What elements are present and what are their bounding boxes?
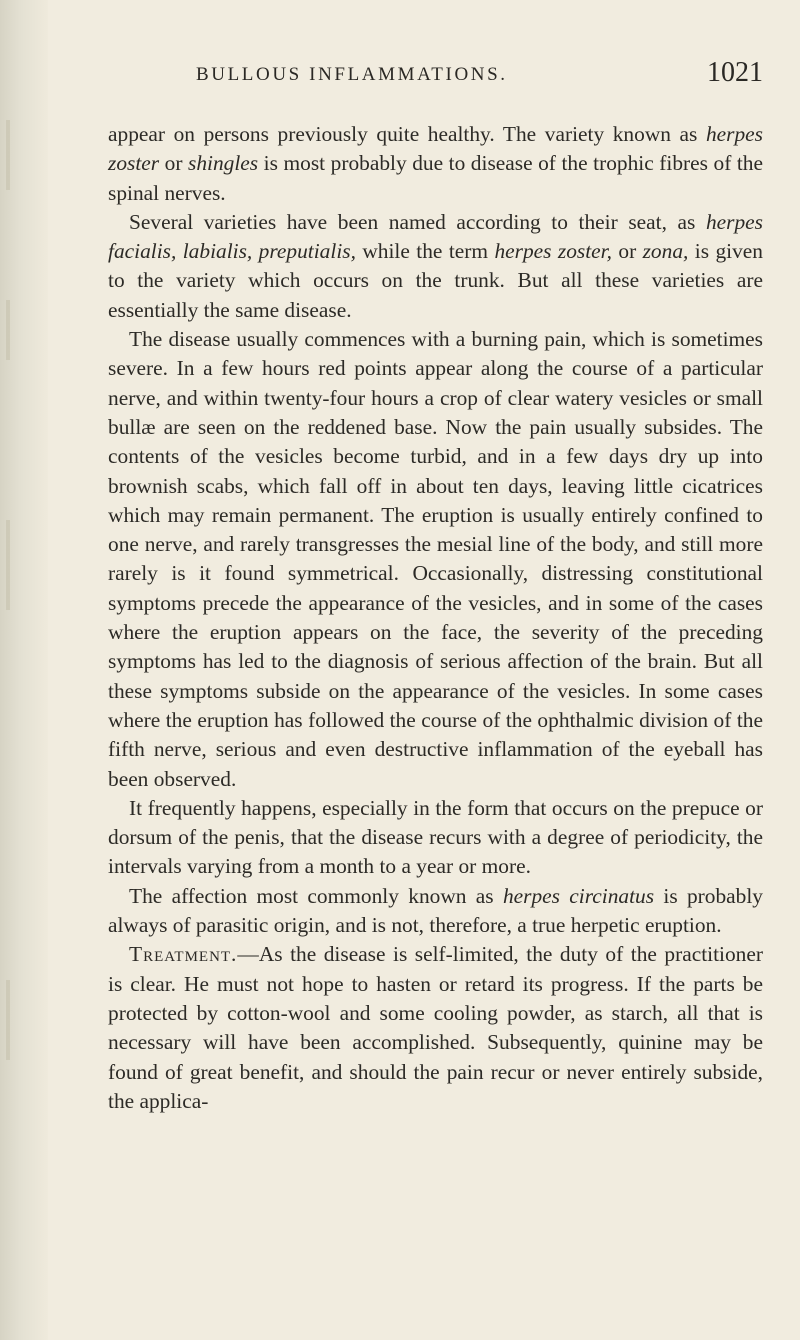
text-span: appear on persons previously quite healthy. The variety known as [108, 122, 706, 146]
paragraph: The disease usually commences with a burning pain, which is sometimes severe. In a few hours red points appear along the course of a particular nerve, and within twenty-four hours a crop of clear watery vesicles or small bullæ are seen on the reddened base. Now the pain usually subsides. The contents of the vesicles become turbid, and in a few days dry up into brownish scabs, which fall off in about ten days, leaving little cicatrices which may remain permanent. The eruption is usually entirely confined to one nerve, and rarely transgresses the mesial line of the body, and still more rarely is it found symmetrical. Occasionally, distressing constitutional symptoms precede the appearance of the vesicles, and in some of the cases where the eruption appears on the face, the severity of the preceding symptoms has led to the diagnosis of serious affection of the brain. But all these symptoms subside on the appearance of the vesicles. In some cases where the eruption has followed the course of the ophthalmic division of the fifth nerve, serious and even destructive inflammation of the eyeball has been observed. [108, 327, 763, 791]
italic-term: shingles [188, 151, 259, 176]
running-head: BULLOUS INFLAMMATIONS. [196, 64, 508, 85]
italic-term: herpes circinatus [502, 883, 655, 908]
paragraph: It frequently happens, especially in the form that occurs on the prepuce or dorsum of the penis, that the disease recurs with a degree of periodicity, the intervals varying from a month to a year or more. [108, 795, 763, 879]
page-header [108, 0, 763, 112]
italic-term: herpes zoster, [494, 239, 612, 264]
paragraph [108, 208, 763, 325]
italic-term: herpes zoster [108, 122, 763, 176]
gutter-shadow-mark [6, 120, 10, 190]
text-span: —As the disease is self-limited, the duty of the practitioner is clear. He must not hope to hasten or retard its progress. If the parts be protected by cotton-wool and some cooling powder, as starch, all that is necessary will have been accomplished. Subsequently, quinine may be found of great benefit, and should the pain recur or never entirely subside, the applica- [108, 942, 763, 1113]
text-span: is most probably due to disease of the trophic fibres of the spinal nerves. [108, 151, 763, 205]
gutter-shadow-mark [6, 520, 10, 610]
body-text [108, 120, 763, 1116]
text-span: or [611, 239, 643, 264]
text-span: Several varieties have been named according to their seat, as [129, 209, 706, 234]
paragraph [108, 120, 763, 208]
page-number: 1021 [707, 57, 763, 88]
paragraph [108, 940, 763, 1116]
text-span: The affection most commonly known as [129, 883, 503, 908]
binding-gutter [0, 0, 48, 1340]
paragraph [108, 882, 763, 941]
italic-term: herpes facialis, labialis, preputialis, [108, 209, 763, 264]
section-heading: Treatment. [129, 942, 238, 967]
gutter-shadow-mark [6, 980, 10, 1060]
text-span: is given to the variety which occurs on the trunk. But all these varieties are essentially the same disease. [108, 239, 763, 322]
text-span: is probably always of parasitic origin, and is not, therefore, a true herpetic eruption. [108, 883, 764, 938]
text-span: while the term [355, 239, 495, 264]
text-span: or [159, 151, 189, 176]
italic-term: zona, [642, 239, 689, 264]
book-page [108, 0, 764, 1113]
gutter-shadow-mark [6, 300, 10, 360]
